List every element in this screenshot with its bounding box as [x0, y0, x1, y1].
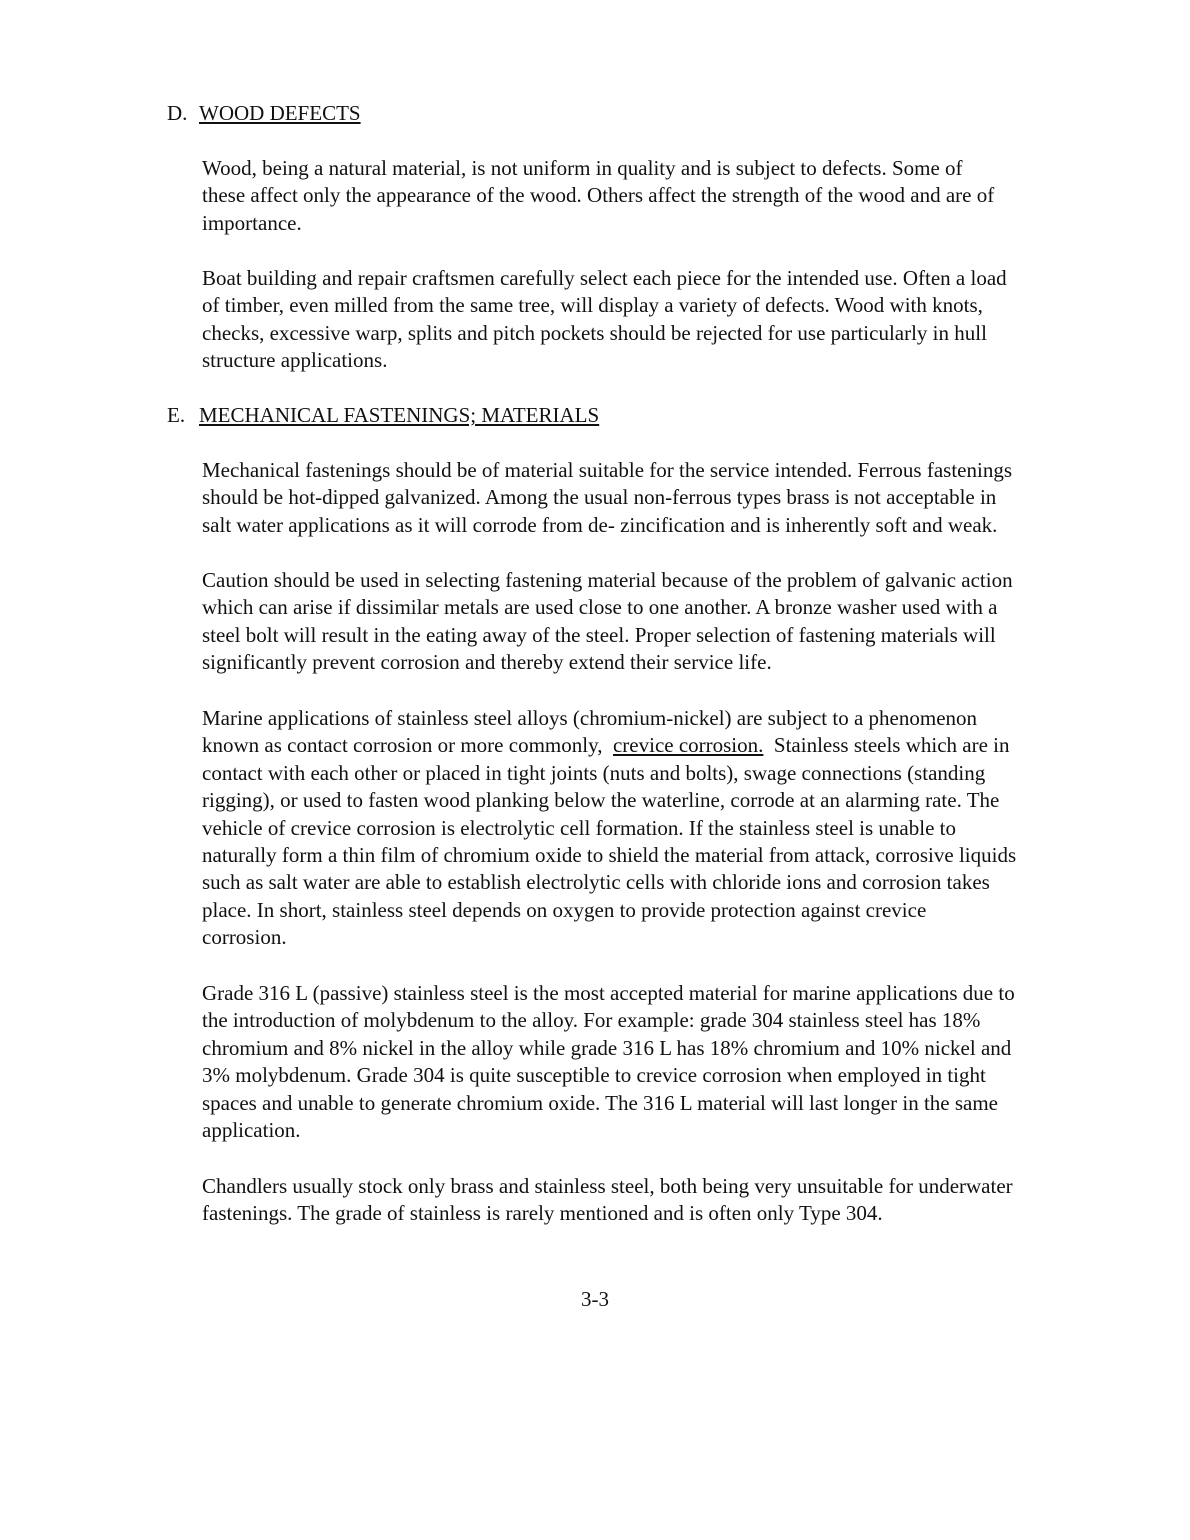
text-line: Chandlers usually stock only brass and stainless steel, both being very unsuitable for underwater — [202, 1174, 1013, 1198]
text-line: Mechanical fastenings should be of material suitable for the service intended. Ferrous fastenings — [202, 458, 1012, 482]
text-line: Grade 316 L (passive) stainless steel is the most accepted material for marine applications due to — [202, 981, 1015, 1005]
text-line: vehicle of crevice corrosion is electrolytic cell formation. If the stainless steel is unable to — [202, 815, 956, 840]
section-e-paragraph-2 — [202, 567, 1082, 677]
text-line: Wood, being a natural material, is not uniform in quality and is subject to defects. Some of — [202, 156, 963, 180]
text-line: of timber, even milled from the same tree, will display a variety of defects. Wood with knots, — [202, 293, 983, 318]
text-segment: Stainless steels which are in — [763, 733, 1010, 758]
text-line: structure applications. — [202, 348, 388, 373]
section-e-paragraph-4 — [202, 980, 1082, 1144]
text-line: which can arise if dissimilar metals are used close to one another. A bronze washer used with a — [202, 595, 998, 620]
text-line: application. — [202, 1118, 301, 1143]
text-line: spaces and unable to generate chromium oxide. The 316 L material will last longer in the same — [202, 1090, 999, 1115]
text-line: importance. — [202, 210, 302, 235]
text-line: Caution should be used in selecting fastening material because of the problem of galvanic action — [202, 568, 1013, 592]
section-d-letter: D. — [167, 101, 188, 125]
text-line: 3% molybdenum. Grade 304 is quite susceptible to crevice corrosion when employed in tight — [202, 1063, 986, 1088]
section-e-paragraph-5 — [202, 1173, 1082, 1228]
text-line: significantly prevent corrosion and thereby extend their service life. — [202, 650, 772, 675]
text-line: rigging), or used to fasten wood planking below the waterline, corrode at an alarming rate. The — [202, 788, 1000, 813]
section-d-heading — [167, 100, 361, 127]
section-e-heading — [167, 402, 599, 429]
text-line: chromium and 8% nickel in the alloy while grade 316 L has 18% chromium and 10% nickel and — [202, 1035, 1012, 1060]
text-line: steel bolt will result in the eating away of the steel. Proper selection of fastening materials will — [202, 622, 996, 647]
section-e-paragraph-3 — [202, 705, 1082, 952]
section-e-letter: E. — [167, 403, 186, 427]
text-line: such as salt water are able to establish electrolytic cells with chloride ions and corrosion takes — [202, 870, 990, 895]
text-line-with-emphasis — [202, 732, 1082, 759]
text-line: checks, excessive warp, splits and pitch pockets should be rejected for use particularly in hull — [202, 320, 987, 345]
section-e-title: MECHANICAL FASTENINGS; MATERIALS — [199, 403, 600, 427]
text-segment: known as contact corrosion or more commonly, — [202, 733, 613, 758]
text-line: Marine applications of stainless steel alloys (chromium-nickel) are subject to a phenomenon — [202, 706, 978, 730]
text-line: the introduction of molybdenum to the alloy. For example: grade 304 stainless steel has 18% — [202, 1008, 981, 1033]
text-line: Boat building and repair craftsmen carefully select each piece for the intended use. Often a load — [202, 266, 1007, 290]
text-line: should be hot-dipped galvanized. Among the usual non-ferrous types brass is not acceptable in — [202, 485, 997, 510]
text-line: place. In short, stainless steel depends on oxygen to provide protection against crevice — [202, 897, 927, 922]
text-line: corrosion. — [202, 925, 287, 950]
text-line: these affect only the appearance of the wood. Others affect the strength of the wood and are of — [202, 183, 995, 208]
crevice-corrosion-term: crevice corrosion. — [612, 733, 764, 758]
section-e-paragraph-1 — [202, 457, 1082, 539]
text-line: fastenings. The grade of stainless is rarely mentioned and is often only Type 304. — [202, 1201, 883, 1226]
text-line: contact with each other or placed in tight joints (nuts and bolts), swage connections (standing — [202, 760, 986, 785]
section-d-title: WOOD DEFECTS — [199, 101, 361, 125]
text-line: salt water applications as it will corrode from de- zincification and is inherently soft and weak. — [202, 512, 998, 537]
page-number: 3-3 — [581, 1287, 609, 1311]
section-d-paragraph-2 — [202, 265, 1082, 375]
text-line: naturally form a thin film of chromium oxide to shield the material from attack, corrosive liquids — [202, 843, 1017, 868]
section-d-paragraph-1 — [202, 155, 1082, 237]
